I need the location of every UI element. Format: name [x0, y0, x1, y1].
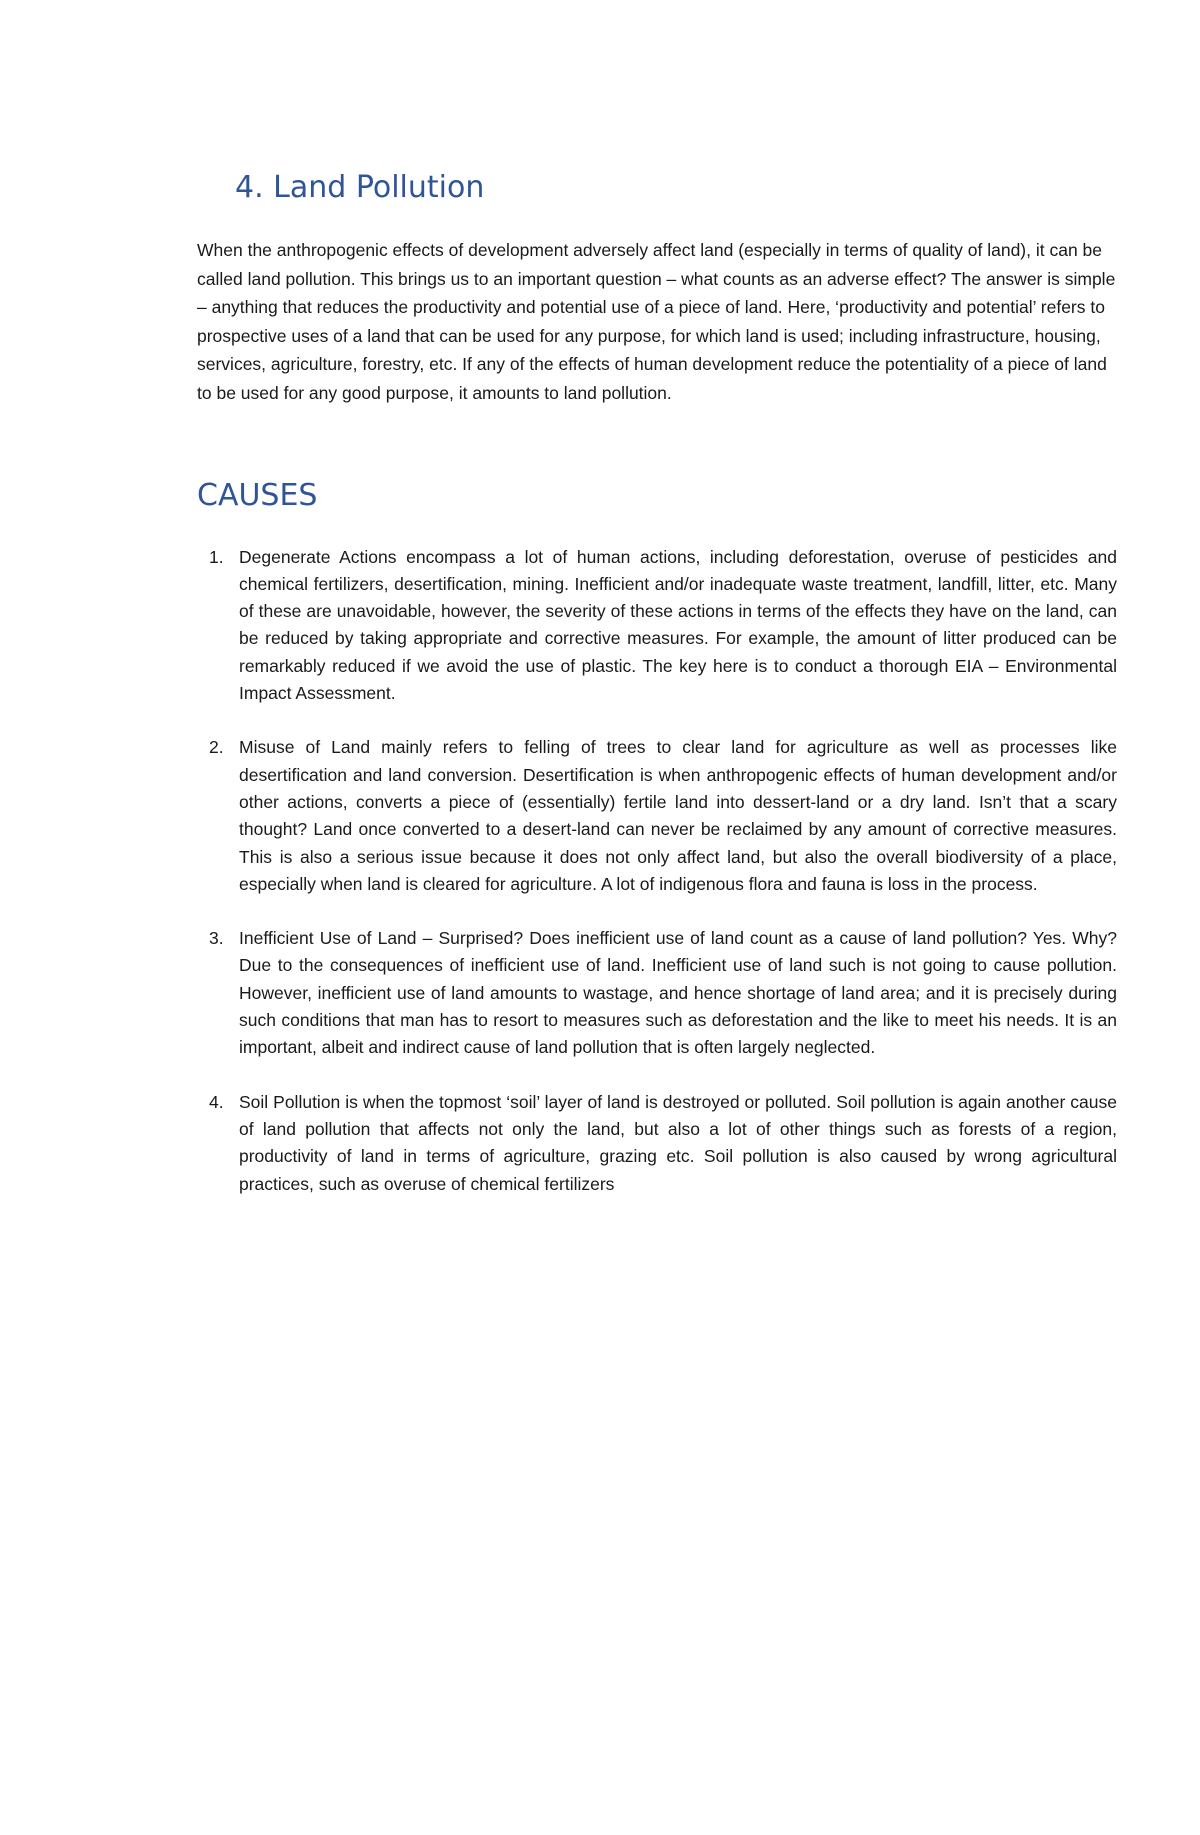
cause-item-3 — [197, 925, 1117, 1061]
list-number: 3. — [209, 928, 224, 949]
cause-item-4 — [197, 1089, 1117, 1198]
document-content — [197, 170, 1117, 1225]
intro-paragraph: When the anthropogenic effects of development adversely affect land (especially in terms of quality of land), it can be called land pollution. This brings us to an important question – what counts as an adverse effect? The answer is simple – anything that reduces the productivity and potential use of a piece of land. Here, ‘productivity and potential’ refers to prospective uses of a land that can be used for any purpose, for which land is used; including infrastructure, housing, services, agriculture, forestry, etc. If any of the effects of human development reduce the potentiality of a piece of land to be used for any good purpose, it amounts to land pollution. — [197, 240, 1116, 403]
causes-heading: CAUSES — [197, 477, 318, 513]
cause-text: Soil Pollution is when the topmost ‘soil’ layer of land is destroyed or polluted. Soil pollution is again another cause of land pollution that affects not only the land, but also a lot of other things such as forests of a region, productivity of land in terms of agriculture, grazing etc. Soil pollution is also caused by wrong agricultural practices, such as overuse of chemical fertilizers — [239, 1091, 1117, 1194]
causes-list — [197, 544, 1117, 1198]
section-title: 4. Land Pollution — [235, 170, 485, 205]
cause-text: Inefficient Use of Land – Surprised? Does inefficient use of land count as a cause of land pollution? Yes. Why? Due to the consequences of inefficient use of land. Inefficient use of land such is not going to cause pollution. However, inefficient use of land amounts to wastage, and hence shortage of land area; and it is precisely during such conditions that man has to resort to measures such as deforestation and the like to meet his needs. It is an important, albeit and indirect cause of land pollution that is often largely neglected. — [239, 928, 1117, 1058]
cause-item-2 — [197, 734, 1117, 898]
cause-item-1 — [197, 544, 1117, 708]
list-number: 4. — [209, 1091, 224, 1112]
cause-text: Degenerate Actions encompass a lot of human actions, including deforestation, overuse of pesticides and chemical fertilizers, desertification, mining. Inefficient and/or inadequate waste treatment, landfill, litter, etc. Many of these are unavoidable, however, the severity of these actions in terms of the effects they have on the land, can be reduced by taking appropriate and corrective measures. For example, the amount of litter produced can be remarkably reduced if we avoid the use of plastic. The key here is to conduct a thorough EIA – Environmental Impact Assessment. — [239, 546, 1117, 704]
list-number: 1. — [209, 546, 224, 567]
cause-text: Misuse of Land mainly refers to felling of trees to clear land for agriculture as well as processes like desertification and land conversion. Desertification is when anthropogenic effects of human development and/or other actions, converts a piece of (essentially) fertile land into dessert-land or a dry land. Isn’t that a scary thought? Land once converted to a desert-land can never be reclaimed by any amount of corrective measures. This is also a serious issue because it does not only affect land, but also the overall biodiversity of a place, especially when land is cleared for agriculture. A lot of indigenous flora and fauna is loss in the process. — [239, 737, 1117, 894]
list-number: 2. — [209, 737, 224, 758]
